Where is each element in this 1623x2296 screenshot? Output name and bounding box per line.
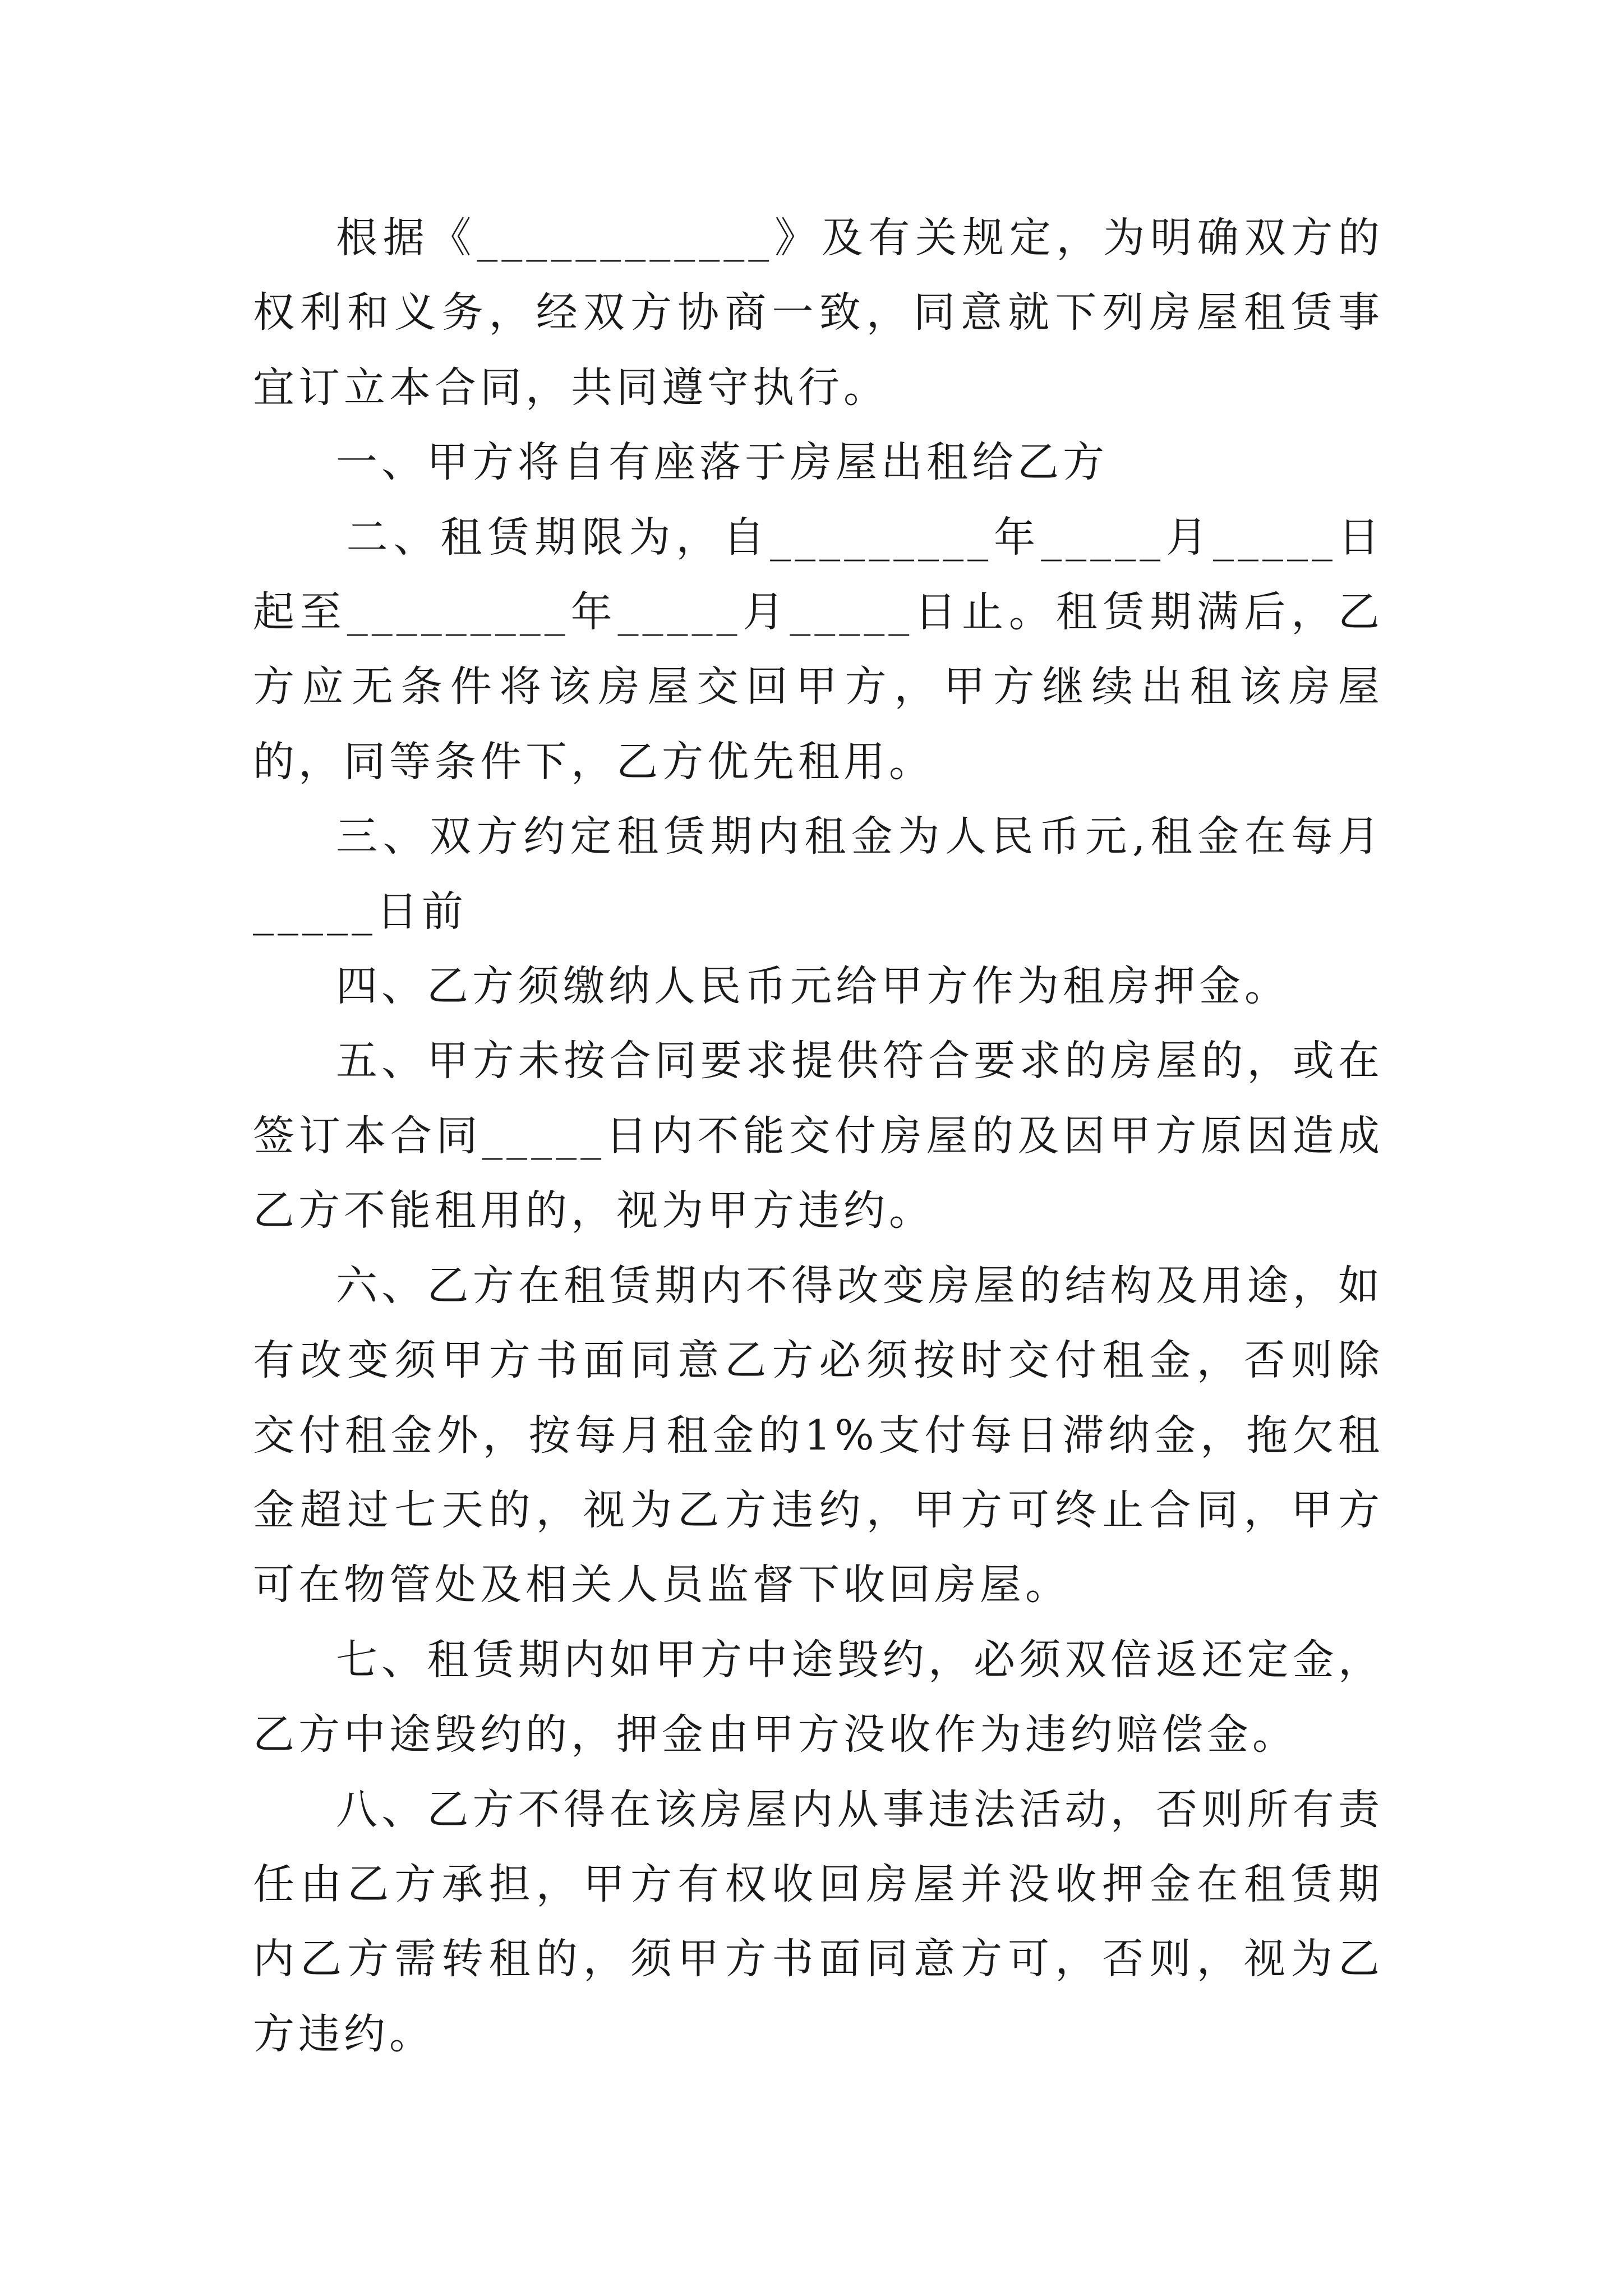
paragraph-clause-8: 八、乙方不得在该房屋内从事违法活动，否则所有责任由乙方承担，甲方有权收回房屋并没收押金在租赁期内乙方需转租的，须甲方书面同意方可，否则，视为乙方违约。 <box>253 1785 1384 2058</box>
paragraph-clause-3: 三、双方约定租赁期内租金为人民币元,租金在每月_____日前 <box>253 812 1384 936</box>
paragraph-clause-1: 一、甲方将自有座落于房屋出租给乙方 <box>336 438 1108 487</box>
paragraph-clause-4: 四、乙方须缴纳人民币元给甲方作为租房押金。 <box>336 962 1290 1011</box>
paragraph-clause-7: 七、租赁期内如甲方中途毁约，必须双倍返还定金，乙方中途毁约的，押金由甲方没收作为违约赔偿金。 <box>253 1635 1384 1759</box>
paragraph-preamble: 根据《____________》及有关规定，为明确双方的权利和义务，经双方协商一致，同意就下列房屋租赁事宜订立本合同，共同遵守执行。 <box>253 214 1384 412</box>
paragraph-clause-2: 二、租赁期限为，自_________年_____月_____日起至_________年_____月_____日止。租赁期满后，乙方应无条件将该房屋交回甲方，甲方继续出租该房屋的，同等条件下，乙方优先租用。 <box>253 513 1384 786</box>
paragraph-clause-6: 六、乙方在租赁期内不得改变房屋的结构及用途，如有改变须甲方书面同意乙方必须按时交付租金，否则除交付租金外，按每月租金的1%支付每日滞纳金，拖欠租金超过七天的，视为乙方违约，甲方可终止合同，甲方可在物管处及相关人员监督下收回房屋。 <box>253 1261 1384 1609</box>
contract-body <box>253 201 1384 2072</box>
paragraph-clause-5: 五、甲方未按合同要求提供符合要求的房屋的，或在签订本合同_____日内不能交付房屋的及因甲方原因造成乙方不能租用的，视为甲方违约。 <box>253 1037 1384 1235</box>
